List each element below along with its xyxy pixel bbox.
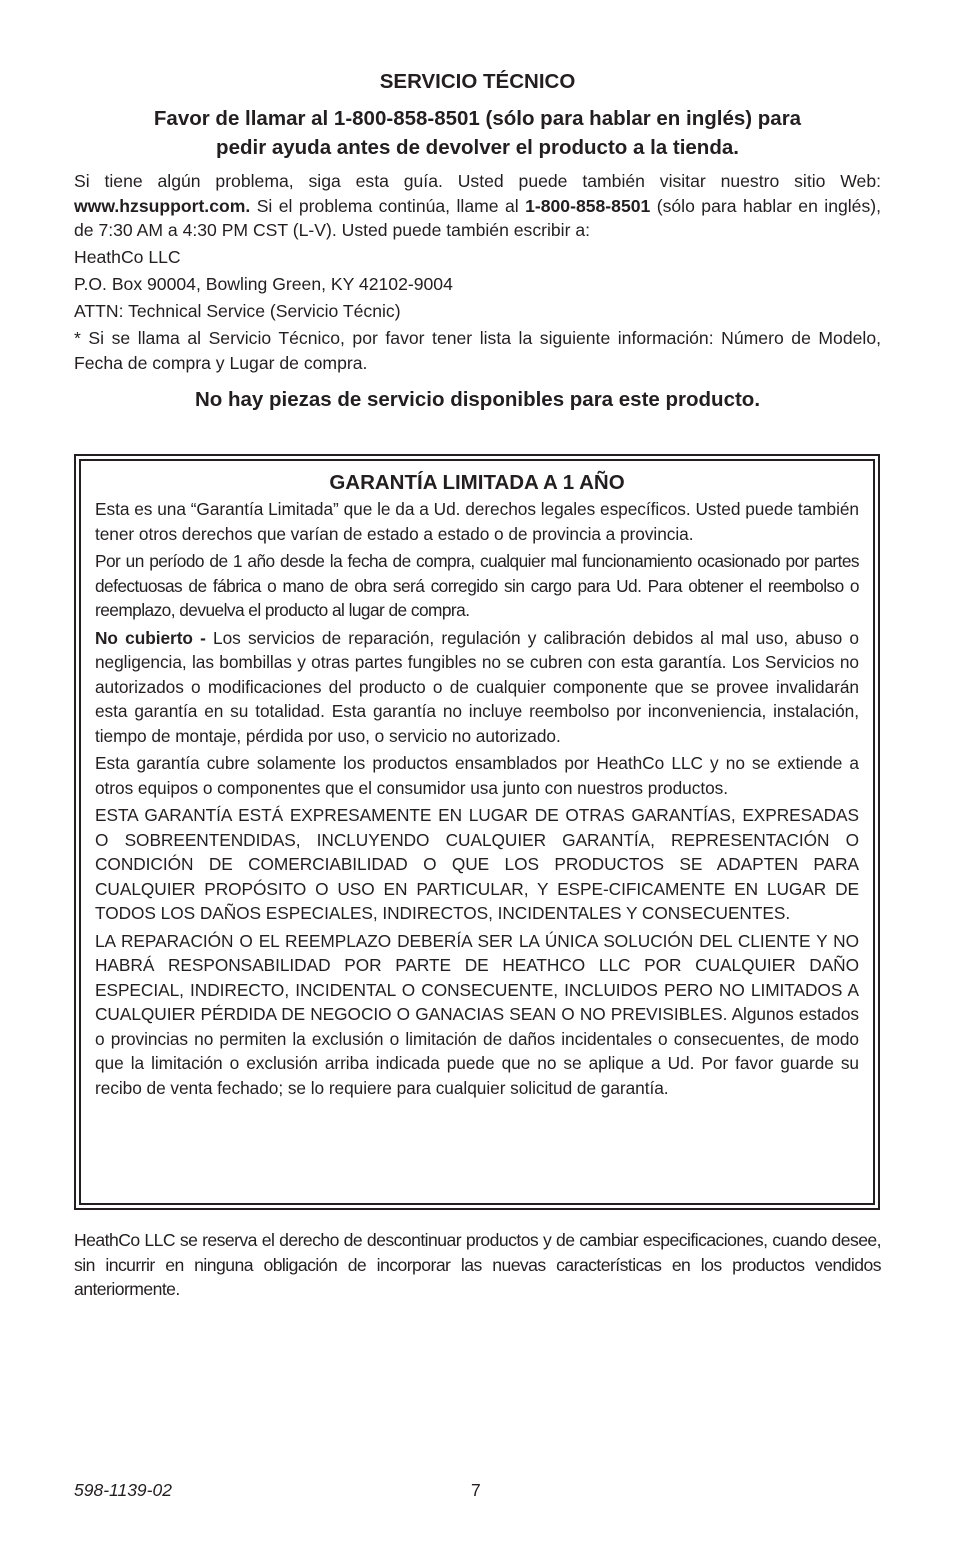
not-covered-label: No cubierto - <box>95 627 206 648</box>
not-covered-text: Los servicios de reparación, regulación y calibración debidos al mal uso, abuso o negligencia, las bombillas y otras partes fungibles no se cubren con esta garantía. Los Servicios no autorizados o modificaciones del producto o de cualquier componente que se provee invalidarán esta garantía en su totalidad. Esta garantía no incluye reembolso por inconveniencia, instalación, tiempo de montaje, pérdida por uso, o servicio no autorizado. <box>95 627 859 746</box>
reserve-notice: HeathCo LLC se reserva el derecho de descontinuar productos y de cambiar especificaciones, cuando desee, sin incurrir en ninguna obligación de incorporar las nuevas características en los productos vendidos anteriormente. <box>74 1230 881 1299</box>
document-number: 598-1139-02 <box>74 1480 172 1500</box>
service-intro <box>74 169 881 243</box>
no-parts-notice: No hay piezas de servicio disponibles para este producto. <box>194 388 761 411</box>
phone-number: 1-800-858-8501 <box>525 195 651 216</box>
warranty-box <box>74 454 880 1210</box>
warranty-paragraph-6: LA REPARACIÓN O EL REEMPLAZO DEBERÍA SER LA ÚNICA SOLUCIÓN DEL CLIENTE Y NO HABRÁ RESPONSABILIDAD POR PARTE DE HEATHCO LLC POR CUALQUIER DAÑO ESPECIAL, INDIRECTO, INCIDENTAL O CONSECUENTE, INCLUIDOS PERO NO LIMITADOS A CUALQUIER PÉRDIDA DE NEGOCIO O GANACIAS SEAN O NO PREVISIBLES. Algunos estados o provincias no permiten la exclusión o limitación de daños incidentales o consecuentes, de modo que la limitación o exclusión arriba indicada puede que no se aplique a Ud. Por favor guarde su recibo de venta fechado; se lo requiere para cualquier solicitud de garantía. <box>95 930 859 1098</box>
call-line-1: Favor de llamar al 1-800-858-8501 (sólo para hablar en inglés) para <box>153 107 802 130</box>
intro-text-a: Si tiene algún problema, siga esta guía. Usted puede también visitar nuestro sitio Web: <box>74 171 881 191</box>
service-title: SERVICIO TÉCNICO <box>379 70 576 93</box>
warranty-box-inner <box>79 459 875 1205</box>
warranty-paragraph-4: Esta garantía cubre solamente los productos ensamblados por HeathCo LLC y no se extiende a otros equipos o componentes que el consumidor usa junto con nuestros productos. <box>95 753 859 798</box>
warranty-paragraph-3 <box>95 626 859 749</box>
website-link[interactable]: www.hzsupport.com. <box>74 195 251 216</box>
call-instruction <box>74 104 881 162</box>
warranty-title: GARANTÍA LIMITADA A 1 AÑO <box>329 471 625 494</box>
service-section <box>74 62 881 412</box>
intro-text-c: (sólo para hablar en inglés), de 7:30 AM a 4:30 PM CST (L-V). Usted puede también escribir a: <box>74 195 881 240</box>
address-line-1: HeathCo LLC <box>74 247 181 267</box>
intro-text-b: Si el problema continúa, llame al <box>250 195 526 216</box>
address-line-3: ATTN: Technical Service (Servicio Técnic) <box>74 301 401 321</box>
warranty-paragraph-1: Esta es una “Garantía Limitada” que le da a Ud. derechos legales específicos. Usted puede también tener otros derechos que varían de estado a estado o de provincia a provincia. <box>95 499 859 544</box>
call-line-2: pedir ayuda antes de devolver el producto a la tienda. <box>216 136 739 159</box>
warranty-paragraph-2: Por un período de 1 año desde la fecha de compra, cualquier mal funcionamiento ocasionado por partes defectuosas de fábrica o mano de obra será corregido sin cargo para Ud. Para obtener el reembolso o reemplazo, devuelva el producto al lugar de compra. <box>95 551 859 620</box>
warranty-paragraph-5: ESTA GARANTÍA ESTÁ EXPRESAMENTE EN LUGAR DE OTRAS GARANTÍAS, EXPRESADAS O SOBREENTENDIDAS, INCLUYENDO CUALQUIER GARANTÍA, REPRESENTACIÓN O CONDICIÓN DE COMERCIABILIDAD O QUE LOS PRODUCTOS SE ADAPTEN PARA CUALQUIER PROPÓSITO O USO EN PARTICULAR, Y ESPE-CIFICAMENTE EN LUGAR DE TODOS LOS DAÑOS ESPECIALES, INDIRECTOS, INCIDENTALES Y CONSECUENTES. <box>95 805 859 923</box>
footer-section <box>74 1228 881 1304</box>
service-note: * Si se llama al Servicio Técnico, por favor tener lista la siguiente información: Número de Modelo, Fecha de compra y Lugar de compra. <box>74 328 881 373</box>
page-number: 7 <box>471 1480 481 1500</box>
address-line-2: P.O. Box 90004, Bowling Green, KY 42102-9004 <box>74 274 453 294</box>
